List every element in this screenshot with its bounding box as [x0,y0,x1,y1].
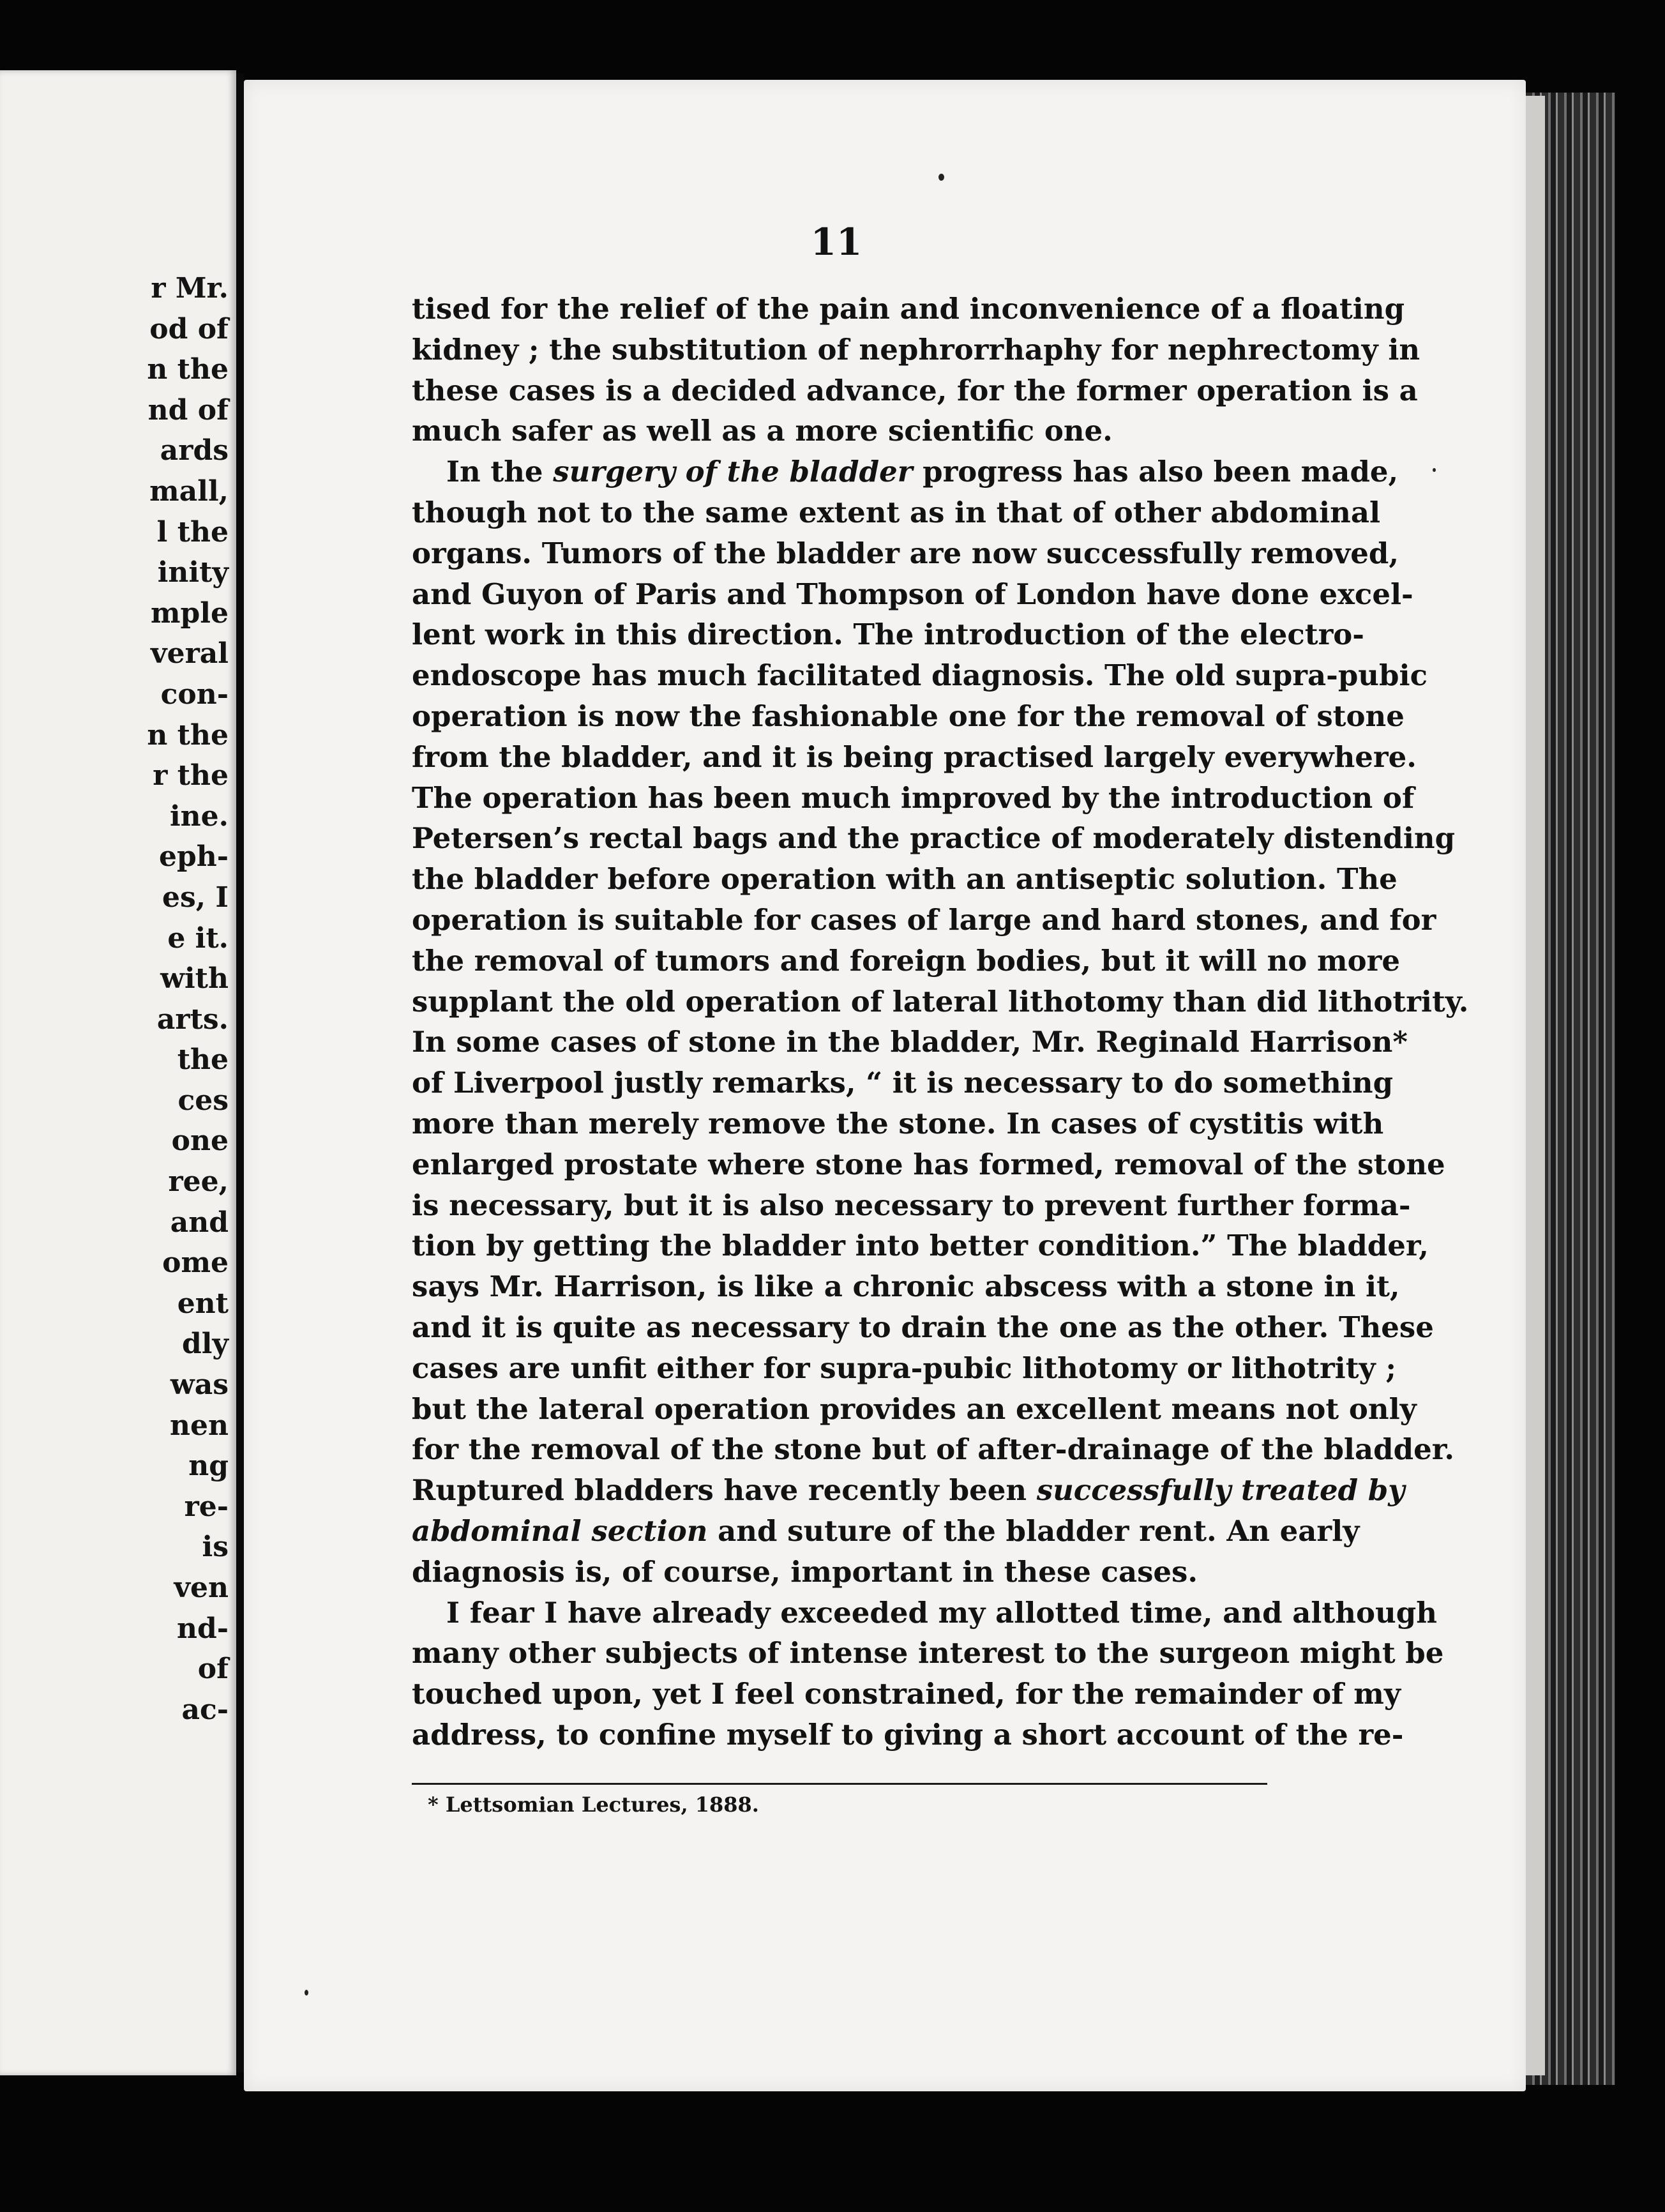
left-fragment-line: ac- [181,1693,229,1726]
left-fragment-line: of [197,1653,229,1686]
text-line [412,1552,1267,1593]
left-fragment-line: ent [177,1287,229,1320]
text-run: lent work in this direction. The introduction of the electro- [412,617,1364,652]
left-fragment-line: ine. [169,799,229,833]
book-gutter [236,73,244,2072]
text-line [412,1633,1444,1674]
text-line [412,614,1364,655]
left-fragment-line: was [170,1368,229,1402]
text-run: the removal of tumors and foreign bodies, but it will no more [412,943,1400,978]
left-fragment-line: r the [153,759,229,792]
text-line [412,289,1405,330]
text-run: kidney ; the substitution of nephrorrhaphy for nephrectomy in [412,332,1420,367]
left-fragment-line: is [202,1531,229,1564]
text-run: In the [446,455,554,489]
left-fragment-line: one [171,1125,229,1158]
text-run: The operation has been much improved by the introduction of [412,780,1415,815]
left-fragment-line: r Mr. [151,272,229,305]
left-fragment-line: mall, [149,474,229,508]
print-speck [305,1990,308,1996]
body-text [412,289,1469,1755]
text-line [412,370,1418,411]
text-run: touched upon, yet I feel constrained, for the remainder of my [412,1677,1401,1711]
text-line [412,1225,1429,1266]
left-fragment-line: nen [170,1409,229,1442]
text-line [412,737,1417,778]
text-line [412,330,1420,370]
text-line [412,1511,1360,1552]
text-run: In some cases of stone in the bladder, Mr. Reginald Harrison* [412,1025,1408,1059]
text-line [412,1185,1411,1226]
text-run: many other subjects of intense interest to the surgeon might be [412,1636,1444,1670]
text-run: these cases is a decided advance, for the former operation is a [412,373,1418,407]
text-line [412,981,1469,1022]
footnote: * Lettsomian Lectures, 1888. [428,1792,759,1817]
text-line [412,1348,1396,1389]
text-line [412,533,1399,574]
left-fragment-line: nd- [176,1612,229,1645]
text-run: the bladder before operation with an antiseptic solution. The [412,862,1398,897]
text-run: and Guyon of Paris and Thompson of London have done excel- [412,577,1413,611]
text-line [412,1674,1401,1715]
left-fragment-line: ng [188,1450,229,1483]
text-run: tised for the relief of the pain and inconvenience of a floating [412,292,1405,326]
text-line [412,1429,1454,1470]
left-fragment-line: ven [174,1572,229,1604]
text-run: Ruptured bladders have recently been [412,1473,1037,1508]
text-line [412,1063,1394,1103]
text-run: organs. Tumors of the bladder are now successfully removed, [412,536,1399,570]
text-run: for the removal of the stone but of after-drainage of the bladder. [412,1432,1454,1467]
text-run: diagnosis is, of course, important in these cases. [412,1554,1198,1589]
left-fragment-line: nd of [147,393,229,427]
text-line [412,1144,1445,1185]
text-run: supplant the old operation of lateral lithotomy than did lithotrity. [412,984,1469,1019]
text-run: much safer as well as a more scientific one. [412,414,1113,448]
text-run: but the lateral operation provides an excellent means not only [412,1391,1417,1426]
text-run: operation is now the fashionable one for the removal of stone [412,699,1405,733]
left-fragment-line: arts. [156,1003,229,1036]
text-line [412,655,1428,696]
text-run: from the bladder, and it is being practised largely everywhere. [412,739,1417,774]
left-fragment-line: l the [156,515,229,549]
text-line [412,941,1400,981]
page-edge-highlight [1526,96,1545,2075]
italic-phrase: surgery of the bladder [553,455,913,489]
text-line [412,1103,1384,1144]
text-line [412,859,1398,900]
left-fragment-line: n the [147,353,229,386]
text-run: enlarged prostate where stone has formed, removal of the stone [412,1147,1445,1181]
text-run: more than merely remove the stone. In cases of cystitis with [412,1106,1384,1140]
left-fragment-line: veral [151,637,229,670]
text-run: though not to the same extent as in that of other abdominal [412,495,1381,529]
text-line [412,1022,1408,1063]
text-run: of Liverpool justly remarks, “ it is necessary to do something [412,1066,1394,1100]
text-line [412,1389,1417,1430]
left-fragment-line: od of [149,312,229,345]
left-fragment-line: eph- [158,840,229,874]
text-line [412,451,1399,492]
text-run: progress has also been made, [912,455,1399,489]
left-fragment-line: con- [160,678,229,711]
left-fragment-line: ards [160,434,229,467]
text-run: I fear I have already exceeded my allotted time, and although [446,1595,1437,1630]
left-fragment-line: ome [162,1246,229,1280]
left-fragment-line: n the [147,718,229,752]
page-number: 11 [810,220,863,264]
italic-phrase: successfully treated by [1036,1473,1405,1508]
text-run: says Mr. Harrison, is like a chronic abscess with a stone in it, [412,1269,1400,1304]
text-run: tion by getting the bladder into better condition.” The bladder, [412,1229,1429,1263]
left-fragment-line: inity [157,556,229,589]
text-run: and suture of the bladder rent. An early [707,1513,1360,1548]
print-speck [938,174,944,181]
left-fragment-line: the [177,1043,229,1077]
left-fragment-line: dly [181,1328,229,1361]
text-line [412,696,1405,737]
text-line [412,900,1436,941]
left-fragment-line: ces [177,1084,229,1117]
text-line [412,1715,1404,1755]
left-fragment-line: e it. [167,921,229,955]
left-fragment-line: with [160,962,229,996]
footnote-rule [412,1783,1267,1785]
text-line [412,818,1456,859]
left-fragment-line: re- [184,1490,229,1523]
text-line [412,1593,1437,1633]
text-line [412,574,1413,615]
text-line [412,778,1415,819]
text-line [412,411,1267,451]
left-page-text-fragments [37,268,229,1730]
text-line [412,1307,1434,1348]
text-run: address, to confine myself to giving a short account of the re- [412,1717,1404,1752]
text-run: endoscope has much facilitated diagnosis. The old supra-pubic [412,658,1428,693]
italic-phrase: abdominal section [412,1513,708,1548]
text-line [412,492,1381,533]
left-fragment-line: mple [150,596,229,630]
left-page [0,70,236,2075]
text-line [412,1470,1405,1511]
text-line [412,1266,1400,1307]
text-run: cases are unfit either for supra-pubic lithotomy or lithotrity ; [412,1351,1396,1385]
left-fragment-line: ree, [168,1165,229,1199]
left-fragment-line: and [170,1206,229,1239]
text-run: Petersen’s rectal bags and the practice of moderately distending [412,821,1456,856]
text-run: operation is suitable for cases of large and hard stones, and for [412,902,1436,937]
text-run: is necessary, but it is also necessary to prevent further forma- [412,1188,1411,1222]
text-run: and it is quite as necessary to drain the one as the other. These [412,1310,1434,1344]
print-speck [1433,468,1436,472]
left-fragment-line: es, I [162,881,229,914]
